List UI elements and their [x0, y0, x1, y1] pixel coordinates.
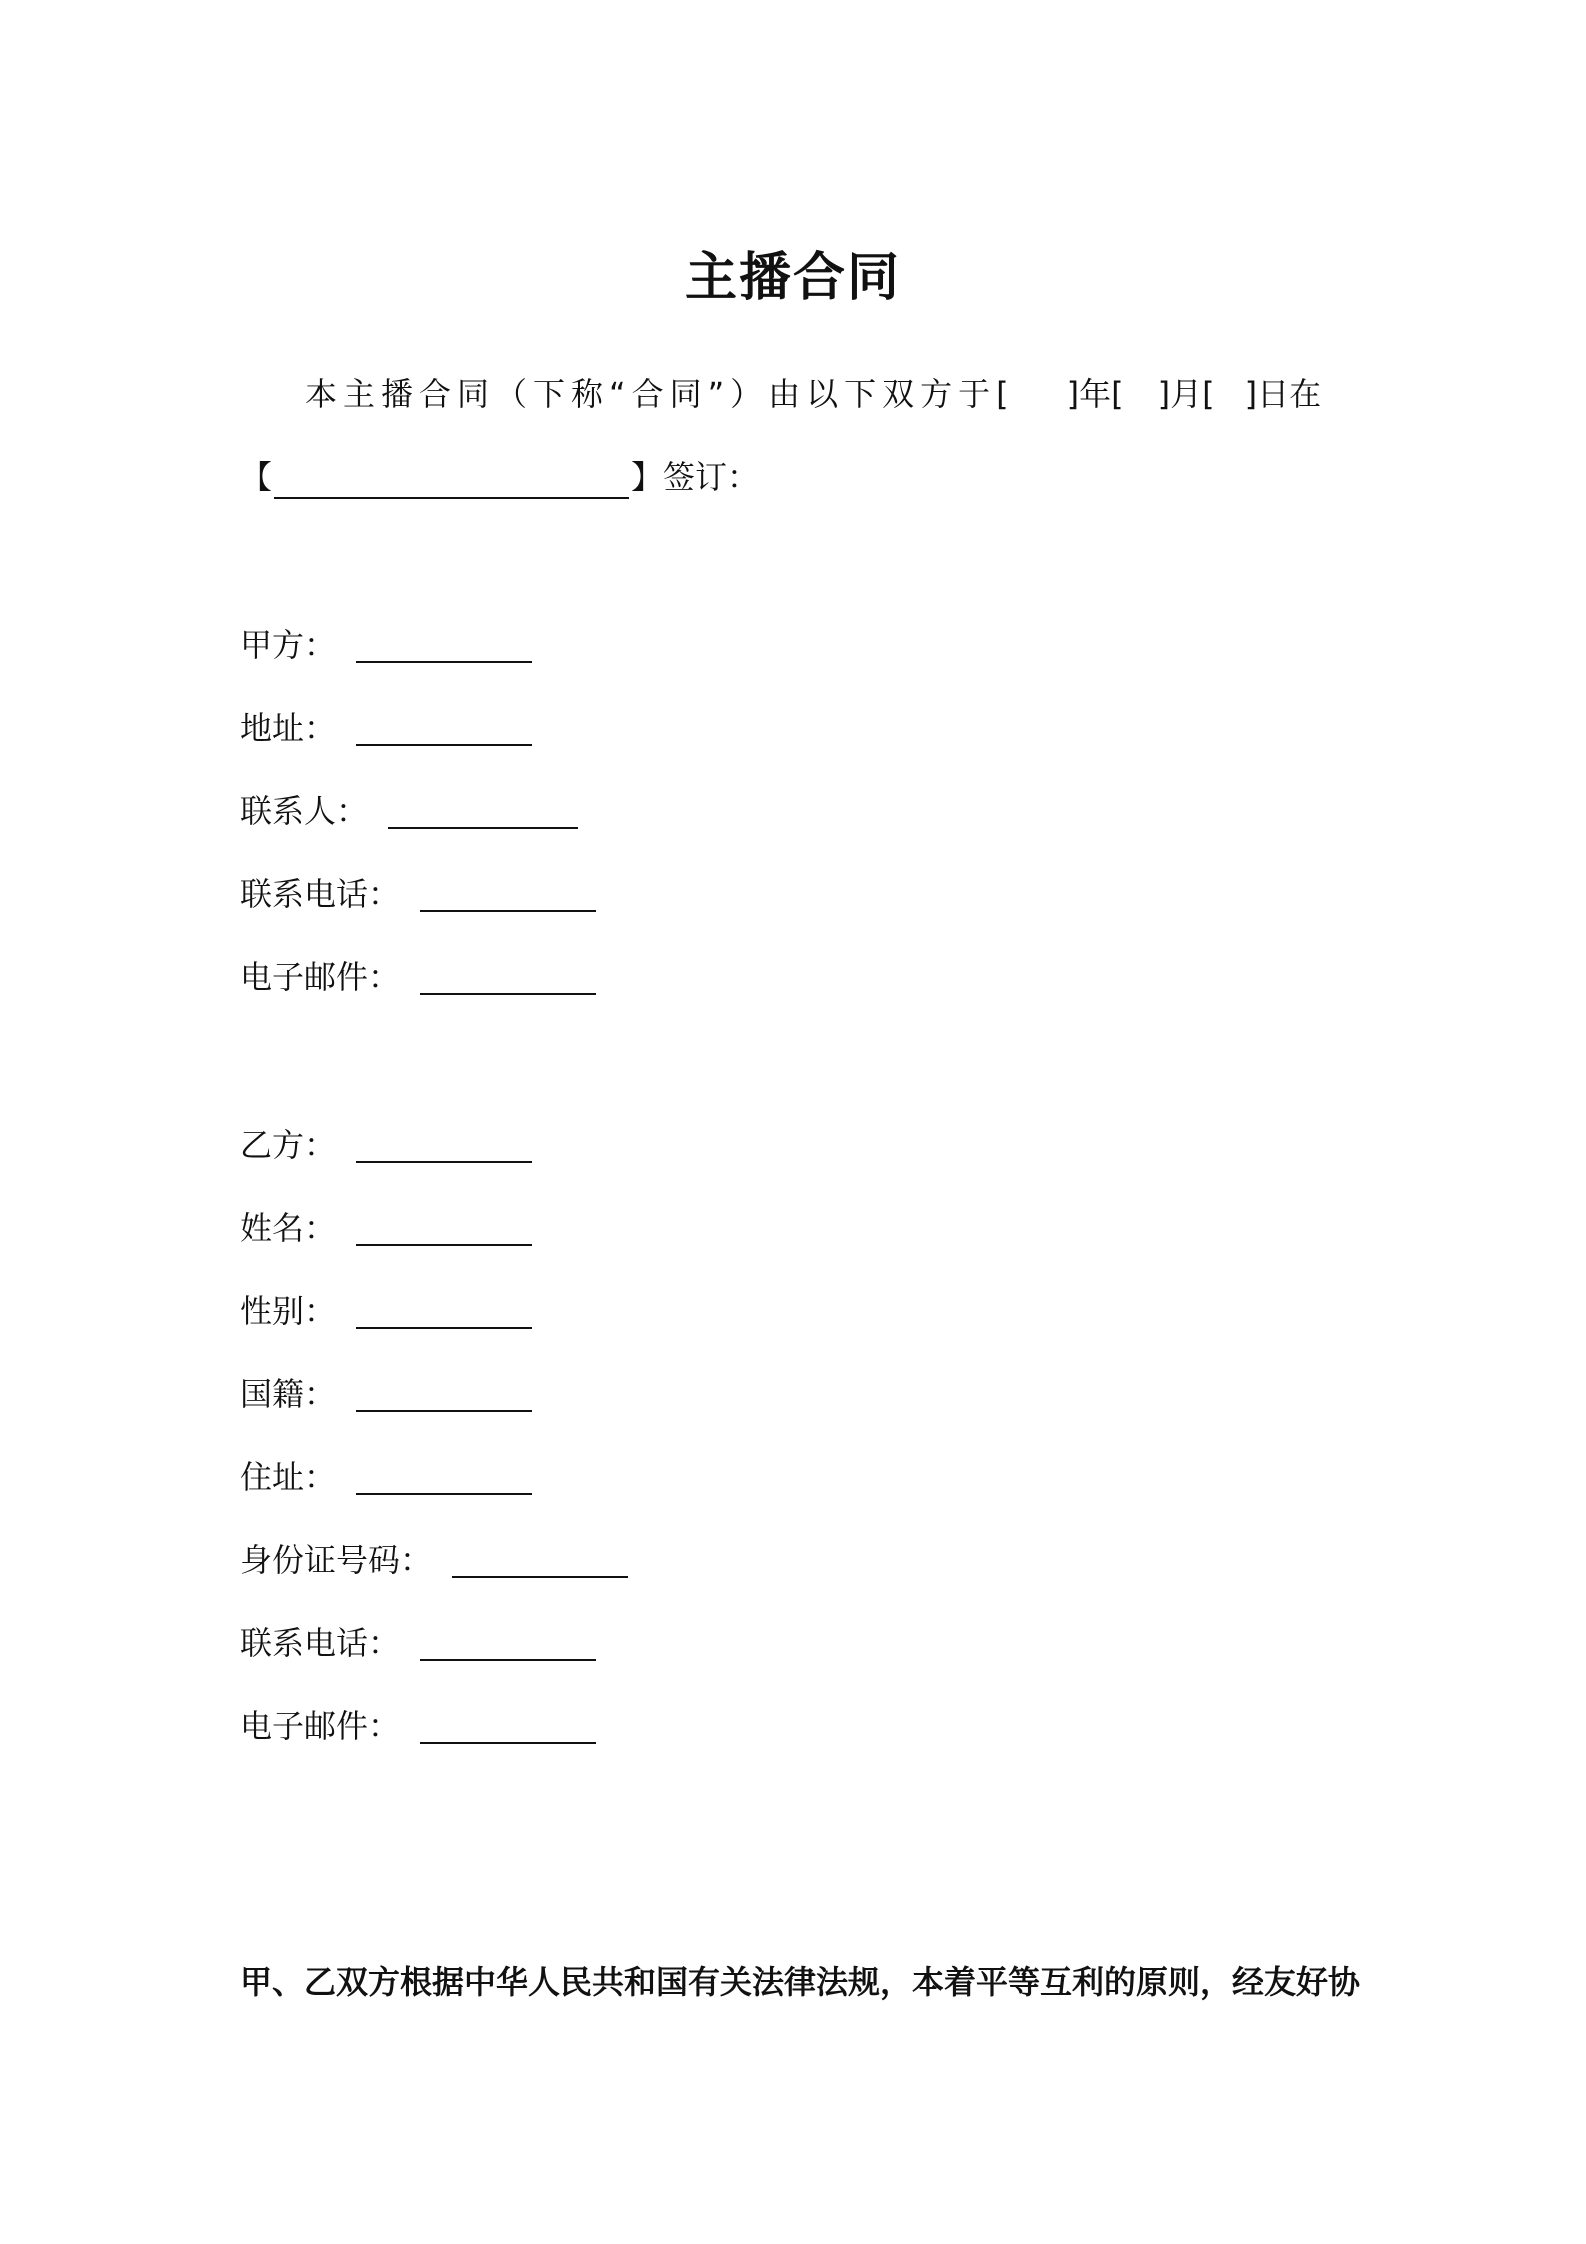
party-a-email-field [240, 955, 596, 999]
field-label: 身份证号码： [240, 1541, 433, 1579]
intro-year-suffix: ]年[ [1066, 375, 1124, 413]
field-label: 乙方： [240, 1126, 337, 1164]
location-blank[interactable] [274, 463, 629, 499]
field-label: 电子邮件： [240, 958, 401, 996]
intro-day-suffix: ]日在 [1244, 375, 1322, 413]
field-label: 姓名： [240, 1209, 337, 1247]
party-a-contact-blank[interactable] [388, 797, 578, 829]
party-b-nationality-field [240, 1372, 532, 1416]
page-title: 主播合同 [684, 248, 901, 308]
field-label: 联系电话： [240, 875, 401, 913]
party-b-gender-field [240, 1289, 532, 1333]
intro-month-suffix: ]月[ [1157, 375, 1215, 413]
party-a-phone-blank[interactable] [420, 880, 596, 912]
field-label: 性别： [240, 1292, 337, 1330]
party-b-email-field [240, 1704, 596, 1748]
party-b-blank[interactable] [356, 1131, 532, 1163]
party-b-nationality-blank[interactable] [356, 1380, 532, 1412]
field-label: 地址： [240, 709, 337, 747]
party-b-residence-field [240, 1455, 532, 1499]
closing-paragraph: 甲、乙双方根据中华人民共和国有关法律法规，本着平等互利的原则，经友好协 [240, 1963, 1361, 2001]
field-label: 国籍： [240, 1375, 337, 1413]
field-label: 住址： [240, 1458, 337, 1496]
party-b-name-field [240, 1123, 532, 1167]
intro-prefix: 本主播合同（下称“合同”）由以下双方于[ [305, 375, 1015, 413]
party-a-phone-field [240, 872, 596, 916]
location-close-signed: 】签订： [631, 458, 760, 496]
party-b-residence-blank[interactable] [356, 1463, 532, 1495]
intro-line-2 [240, 455, 759, 499]
party-b-id-number-field [240, 1538, 628, 1582]
field-label: 甲方： [240, 626, 337, 664]
party-b-id-number-blank[interactable] [452, 1546, 628, 1578]
party-b-phone-field [240, 1621, 596, 1665]
field-label: 联系人： [240, 792, 369, 830]
party-a-name-blank[interactable] [356, 631, 532, 663]
party-a-address-field [240, 706, 532, 750]
intro-line-1 [305, 372, 1321, 416]
location-open-bracket: 【 [240, 458, 273, 496]
field-label: 联系电话： [240, 1624, 401, 1662]
party-a-name-field [240, 623, 532, 667]
party-a-email-blank[interactable] [420, 963, 596, 995]
party-a-address-blank[interactable] [356, 714, 532, 746]
party-b-fullname-blank[interactable] [356, 1214, 532, 1246]
party-b-email-blank[interactable] [420, 1712, 596, 1744]
party-b-gender-blank[interactable] [356, 1297, 532, 1329]
field-label: 电子邮件： [240, 1707, 401, 1745]
party-b-fullname-field [240, 1206, 532, 1250]
party-b-phone-blank[interactable] [420, 1629, 596, 1661]
party-a-contact-field [240, 789, 578, 833]
